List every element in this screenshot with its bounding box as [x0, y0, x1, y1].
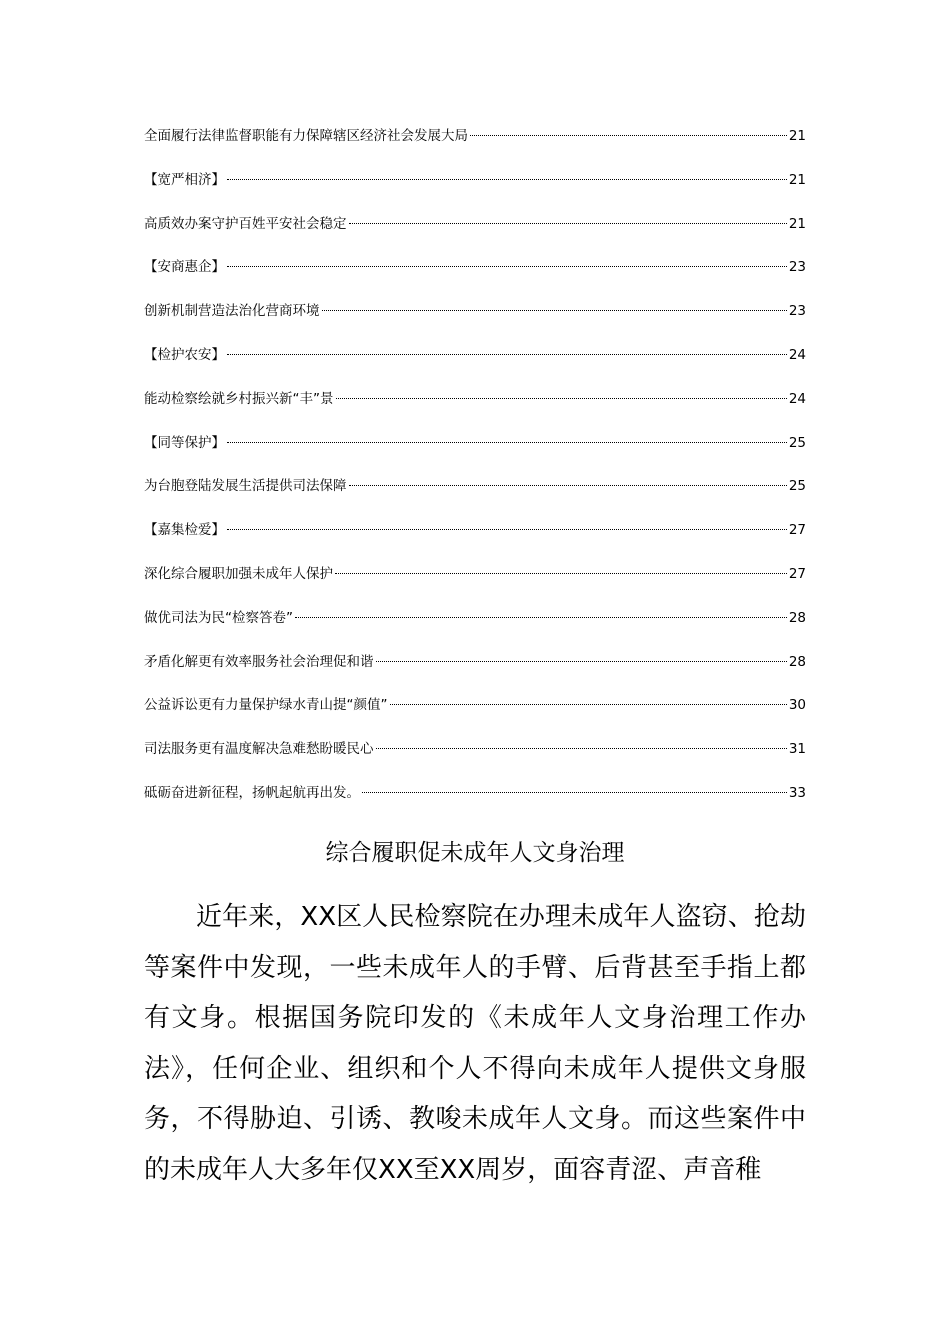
toc-entry[interactable] — [144, 170, 806, 214]
toc-entry-page: 27 — [788, 522, 806, 539]
toc-leader-dots — [376, 661, 787, 662]
toc-entry-page: 25 — [788, 434, 806, 451]
article-title: 综合履职促未成年人文身治理 — [325, 840, 625, 866]
toc-entry-title: 【嘉集检爱】 — [144, 522, 225, 539]
toc-entry[interactable] — [144, 214, 806, 258]
toc-leader-dots — [336, 398, 787, 399]
toc-entry[interactable] — [144, 126, 806, 170]
toc-entry-title: 砥砺奋进新征程，扬帆起航再出发。 — [144, 784, 360, 801]
toc-entry-page: 27 — [788, 565, 806, 582]
article-paragraph: 近年来，XX区人民检察院在办理未成年人盗窃、抢劫等案件中发现，一些未成年人的手臂、后背甚至手指上都有文身。根据国务院印发的《未成年人文身治理工作办法》，任何企业、组织和个人不得向未成年人提供文身服务，不得胁迫、引诱、教唆未成年人文身。而这些案件中的未成年人大多年仅XX至XX周岁，面容青涩、声音稚 — [144, 902, 806, 1185]
toc-entry-page: 25 — [788, 478, 806, 495]
toc-entry-title: 创新机制营造法治化营商环境 — [144, 303, 320, 320]
toc-entry-page: 30 — [788, 697, 806, 714]
toc-entry-page: 24 — [788, 346, 806, 363]
toc-leader-dots — [295, 617, 787, 618]
toc-entry-title: 深化综合履职加强未成年人保护 — [144, 565, 333, 582]
toc-leader-dots — [227, 529, 787, 530]
toc-entry[interactable] — [144, 476, 806, 520]
toc-entry[interactable] — [144, 301, 806, 345]
toc-entry-title: 高质效办案守护百姓平安社会稳定 — [144, 215, 347, 232]
toc-entry[interactable] — [144, 520, 806, 564]
toc-entry-title: 能动检察绘就乡村振兴新“丰”景 — [144, 390, 334, 407]
toc-entry[interactable] — [144, 739, 806, 783]
toc-entry-page: 24 — [788, 390, 806, 407]
toc-leader-dots — [349, 223, 787, 224]
toc-entry[interactable] — [144, 608, 806, 652]
toc-entry-page: 21 — [788, 215, 806, 232]
toc-entry-page: 23 — [788, 259, 806, 276]
toc-entry[interactable] — [144, 389, 806, 433]
toc-entry-page: 21 — [788, 171, 806, 188]
toc-entry[interactable] — [144, 695, 806, 739]
toc-leader-dots — [227, 179, 787, 180]
toc-leader-dots — [227, 266, 787, 267]
toc-entry[interactable] — [144, 433, 806, 477]
toc-entry-title: 【检护农安】 — [144, 346, 225, 363]
toc-leader-dots — [227, 354, 787, 355]
toc-entry-title: 做优司法为民“检察答卷” — [144, 609, 293, 626]
toc-entry-title: 司法服务更有温度解决急难愁盼暖民心 — [144, 741, 374, 758]
toc-leader-dots — [362, 792, 787, 793]
toc-entry-page: 33 — [788, 784, 806, 801]
toc-entry-page: 31 — [788, 741, 806, 758]
toc-entry-title: 【安商惠企】 — [144, 259, 225, 276]
toc-leader-dots — [349, 485, 787, 486]
toc-leader-dots — [390, 704, 787, 705]
toc-entry[interactable] — [144, 783, 806, 827]
toc-entry-title: 公益诉讼更有力量保护绿水青山提“颜值” — [144, 697, 388, 714]
toc-entry-page: 28 — [788, 609, 806, 626]
toc-leader-dots — [322, 310, 787, 311]
toc-entry[interactable] — [144, 564, 806, 608]
toc-entry[interactable] — [144, 257, 806, 301]
toc-entry-title: 全面履行法律监督职能有力保障辖区经济社会发展大局 — [144, 128, 468, 144]
table-of-contents — [144, 126, 806, 827]
toc-entry-page: 28 — [788, 653, 806, 670]
toc-entry-title: 【同等保护】 — [144, 434, 225, 451]
toc-entry-page: 21 — [788, 128, 806, 144]
toc-entry-page: 23 — [788, 303, 806, 320]
toc-leader-dots — [335, 573, 787, 574]
toc-leader-dots — [227, 442, 787, 443]
toc-entry[interactable] — [144, 345, 806, 389]
toc-entry[interactable] — [144, 652, 806, 696]
toc-entry-title: 矛盾化解更有效率服务社会治理促和谐 — [144, 653, 374, 670]
toc-entry-title: 为台胞登陆发展生活提供司法保障 — [144, 478, 347, 495]
toc-entry-title: 【宽严相济】 — [144, 171, 225, 188]
toc-leader-dots — [376, 748, 787, 749]
toc-leader-dots — [470, 135, 787, 136]
